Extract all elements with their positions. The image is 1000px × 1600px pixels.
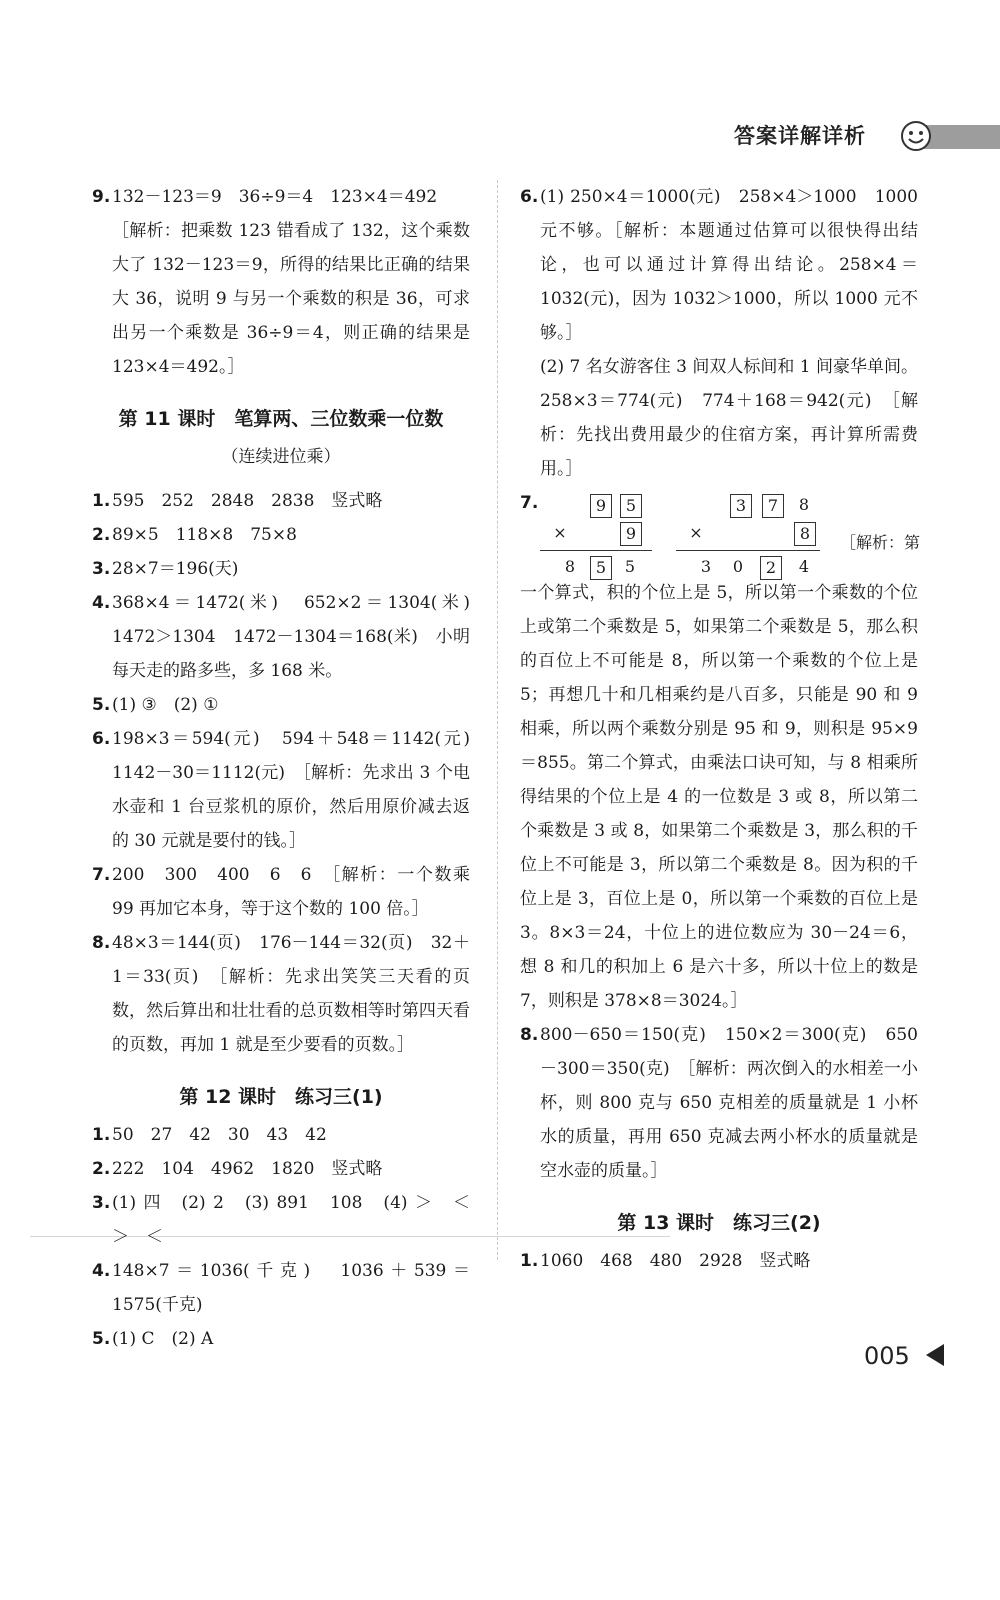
answer-item <box>92 1186 487 1254</box>
lesson-12-answers <box>92 1118 487 1356</box>
calc-digit-box: 9 <box>590 494 612 518</box>
right-column <box>520 180 921 1278</box>
calc-digit-box: 8 <box>794 522 816 546</box>
calc-line <box>540 550 652 551</box>
question-answer: (2) 7 名女游客住 3 间双人标间和 1 间豪华单间。258×3＝774(元) 774＋168＝942(元) ［解析：先找出费用最少的住宿方案，再计算所需费用。］ <box>540 357 918 479</box>
answer-item <box>92 484 470 518</box>
smiley-icon <box>900 120 932 152</box>
answer-item <box>92 1322 470 1356</box>
question-number: 1. <box>520 1251 539 1271</box>
left-column <box>92 180 487 1356</box>
question-answer: 800－650＝150(克) 150×2＝300(克) 650－300＝350(克) ［解析：两次倒入的水相差一小杯，则 800 克与 650 克相差的质量就是 1 小杯水的质量，再用 650 克减去两小杯水的质量就是空水壶的质量。］ <box>540 1025 918 1181</box>
question-answer: 48×3＝144(页) 176－144＝32(页) 32＋1＝33(页) ［解析：先求出笑笑三天看的页数，然后算出和壮壮看的总页数相等时第四天看的页数，再加 1 就是至少要看的页数。］ <box>112 933 470 1055</box>
lesson-title: 第 11 课时 笔算两、三位数乘一位数 <box>118 408 444 430</box>
lesson-11-answers <box>92 484 487 1062</box>
calc-digit-box: 3 <box>730 494 752 518</box>
question-analysis: 一个算式，积的个位上是 5，所以第一个乘数的个位上或第二个乘数是 5，如果第二个乘数是 5，那么积的百位上不可能是 8，所以第一个乘数的个位上是 5；再想几十和几相乘约是八百多，只能是 90 和 9 相乘，所以两个乘数分别是 95 和 9，则积是 95×9＝855。第二个算式，由乘法口诀可知，与 8 相乘所得结果的个位上是 4 的一位数是 3 或 8，所以第二个乘数是 3 或 8，如果第二个乘数是 3，那么积的千位上不可能是 3，所以第二个乘数是 8。因为积的千位上是 3，百位上是 0，所以第一个乘数的百位上是 3。8×3＝24，十位上的进位数应为 30－24＝6，想 8 和几的积加上 6 是六十多，所以十位上的数是 7，则积是 378×8＝3024。］ <box>520 583 918 1011</box>
question-9 <box>92 180 470 384</box>
lesson-title: 第 13 课时 练习三(2) <box>617 1212 821 1234</box>
calc-digit-box: 5 <box>620 494 642 518</box>
calc-digit: 5 <box>624 557 636 576</box>
answer-item <box>92 722 487 858</box>
question-number: 5. <box>92 695 111 715</box>
question-answer: 222 104 4962 1820 竖式略 <box>112 1159 383 1179</box>
answer-item <box>92 552 470 586</box>
vertical-calculations <box>540 486 921 577</box>
answer-item <box>92 1152 470 1186</box>
question-number: 4. <box>92 593 111 613</box>
question-answer: (1) C (2) A <box>112 1329 214 1349</box>
question-answer: 50 27 42 30 43 42 <box>112 1125 327 1145</box>
answer-item <box>92 1254 470 1322</box>
question-8 <box>520 1018 918 1188</box>
answer-item <box>92 518 470 552</box>
question-answer: 368×4＝1472(米) 652×2＝1304(米) 1472＞1304 1472－1304＝168(米) 小明每天走的路多些，多 168 米。 <box>112 593 487 681</box>
column-divider <box>497 180 498 1260</box>
question-number: 8. <box>520 1025 539 1045</box>
question-number: 9. <box>92 187 111 207</box>
question-number: 2. <box>92 1159 111 1179</box>
calc-digit: 8 <box>564 557 576 576</box>
question-answer: (1) 四 (2) 2 (3) 891 108 (4) ＞ ＜ ＞ ＜ <box>112 1193 487 1247</box>
question-number: 7. <box>92 865 111 885</box>
question-number: 1. <box>92 491 111 511</box>
question-answer: 595 252 2848 2838 竖式略 <box>112 491 383 511</box>
question-answer: 89×5 118×8 75×8 <box>112 525 297 545</box>
question-number: 1. <box>92 1125 111 1145</box>
question-answer: 200 300 400 6 6 ［解析：一个数乘 99 再加它本身，等于这个数的 100 倍。］ <box>112 865 470 919</box>
analysis-start: ［解析：第 <box>840 533 921 552</box>
answer-item <box>92 926 470 1062</box>
question-answer: 198×3＝594(元) 594＋548＝1142(元) 1142－30＝1112(元) ［解析：先求出 3 个电水壶和 1 台豆浆机的原价，然后用原价减去返的 30 元就是要付的钱。］ <box>112 729 487 851</box>
question-number: 2. <box>92 525 111 545</box>
question-number: 3. <box>92 1193 111 1213</box>
question-analysis: ［解析：把乘数 123 错看成了 132，这个乘数大了 132－123＝9，所得的结果比正确的结果大 36，说明 9 与另一个乘数的积是 36，可求出另一个乘数是 36÷9＝4，则正确的结果是 123×4＝492。］ <box>112 221 470 377</box>
answer-item <box>92 858 470 926</box>
question-number: 7. <box>520 493 539 513</box>
calc-digit: 3 <box>700 557 712 576</box>
question-6 <box>520 180 918 486</box>
answer-item <box>92 1118 470 1152</box>
question-number: 6. <box>92 729 111 749</box>
answer-item <box>92 586 487 688</box>
question-number: 4. <box>92 1261 111 1281</box>
lesson-title: 第 12 课时 练习三(1) <box>179 1086 383 1108</box>
question-number: 5. <box>92 1329 111 1349</box>
answer-item <box>92 688 470 722</box>
answer-item <box>520 1244 918 1278</box>
question-7 <box>520 486 921 577</box>
question-answer: 1060 468 480 2928 竖式略 <box>540 1251 811 1271</box>
calc-line <box>676 550 820 551</box>
calc-digit-box: 2 <box>760 556 782 580</box>
calc-digit: 4 <box>798 557 810 576</box>
calc-digit: 0 <box>732 557 744 576</box>
question-answer: 28×7＝196(天) <box>112 559 239 579</box>
times-sign: × <box>553 523 567 542</box>
times-sign: × <box>689 523 703 542</box>
calc-digit: 8 <box>798 495 810 514</box>
question-answer: 148×7＝1036(千克) 1036＋539＝1575(千克) <box>112 1261 470 1315</box>
calc-digit-box: 7 <box>762 494 784 518</box>
question-answer: (1) ③ (2) ① <box>112 695 219 715</box>
header-title: 答案详解详析 <box>734 124 866 148</box>
calc-digit-box: 9 <box>620 522 642 546</box>
question-number: 6. <box>520 187 539 207</box>
lesson-subtitle: （连续进位乘） <box>221 447 341 467</box>
question-answer: (1) 250×4＝1000(元) 258×4＞1000 1000 元不够。［解析：本题通过估算可以很快得出结论，也可以通过计算得出结论。258×4＝1032(元)，因为 1032＞1000，所以 1000 元不够。］ <box>540 187 918 343</box>
calc-digit-box: 5 <box>590 556 612 580</box>
question-number: 3. <box>92 559 111 579</box>
page-arrow-icon <box>926 1344 944 1366</box>
question-number: 8. <box>92 933 111 953</box>
question-answer: 132－123＝9 36÷9＝4 123×4＝492 <box>112 187 438 207</box>
page-number: 005 <box>864 1342 910 1370</box>
lesson-13-answers <box>520 1244 918 1278</box>
